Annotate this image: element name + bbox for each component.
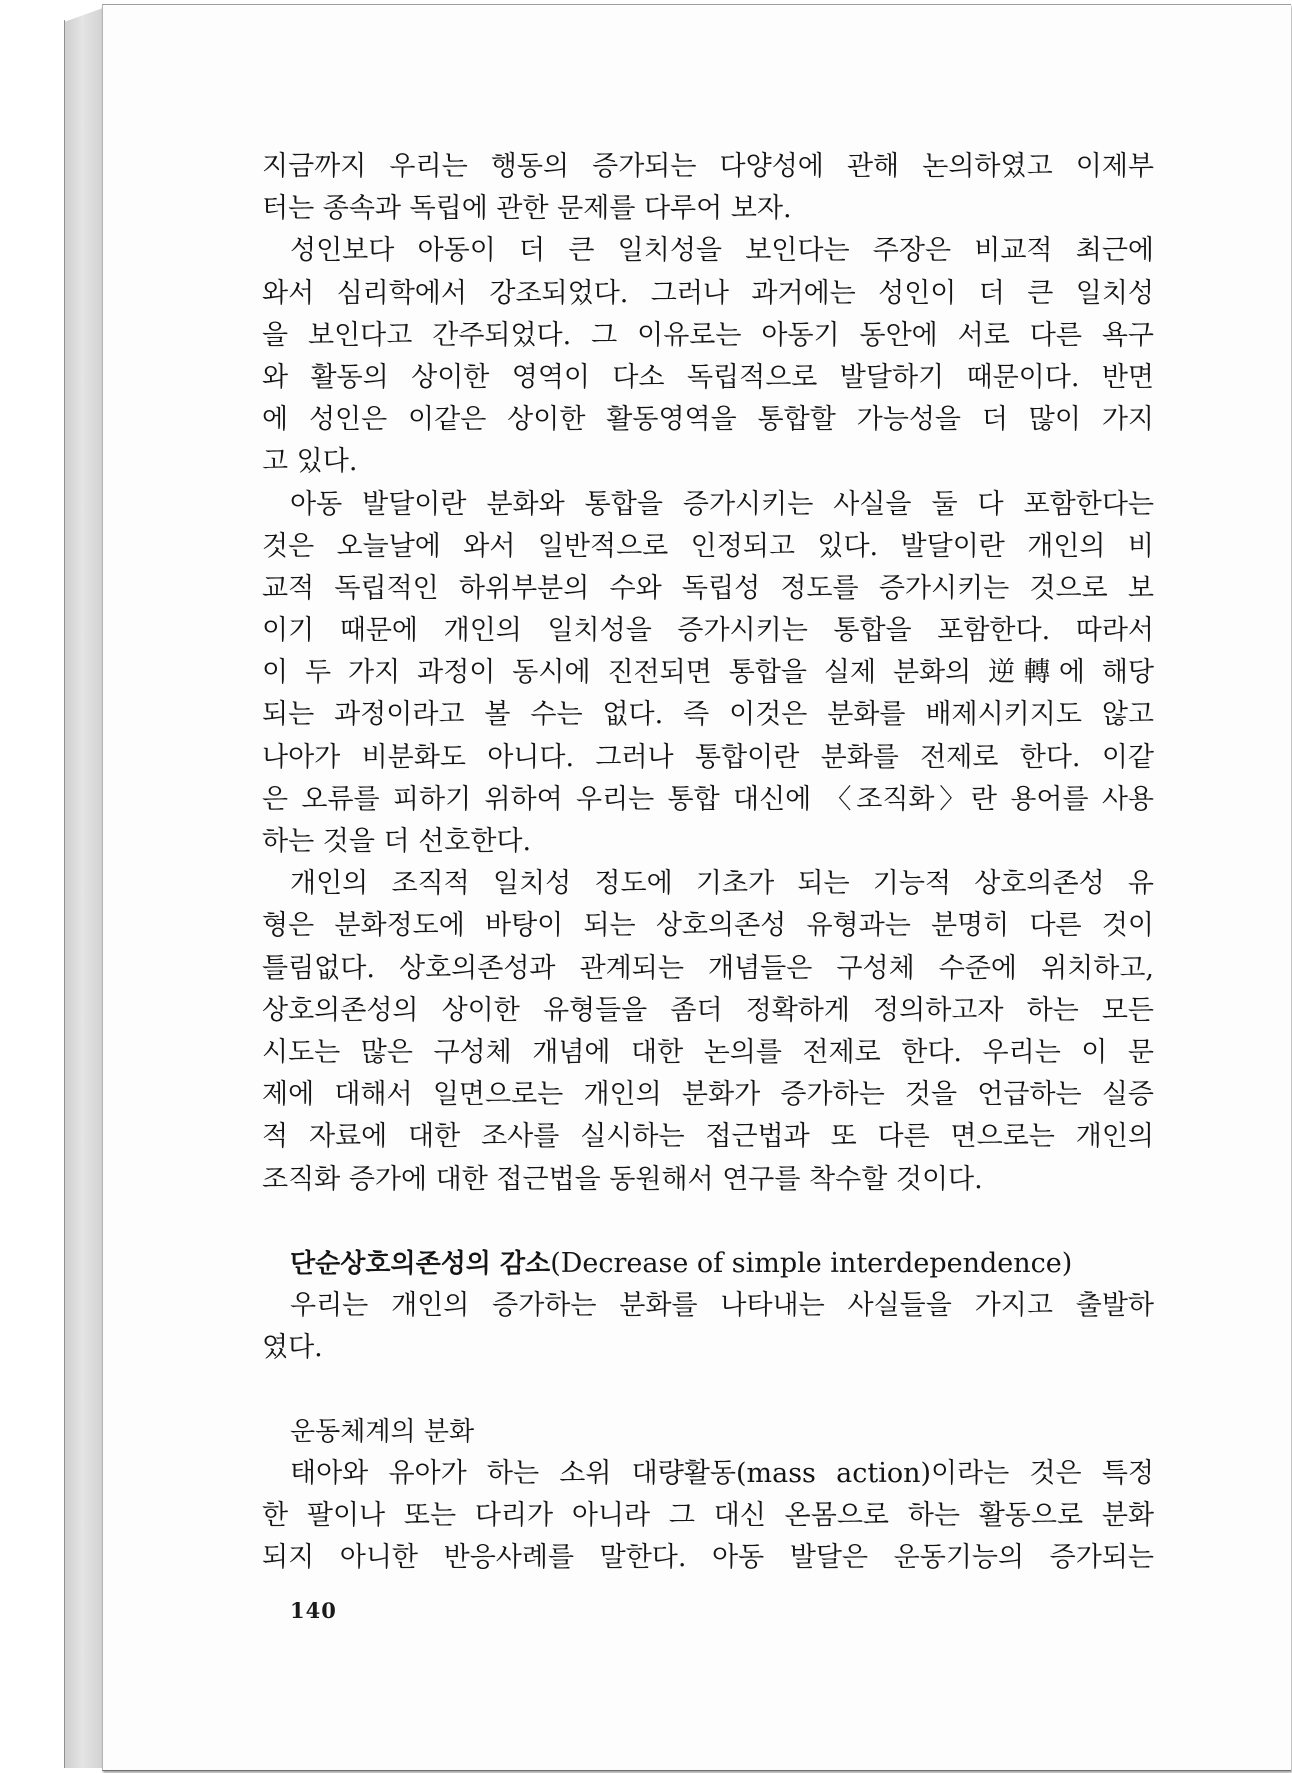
text-line: 였다. [262, 1331, 323, 1363]
section-heading [262, 1243, 1154, 1285]
text-line: 나아가 비분화도 아니다. 그러나 통합이란 분화를 전제로 한다. 이같 [262, 741, 1154, 773]
text-line: 지금까지 우리는 행동의 증가되는 다양성에 관해 논의하였고 이제부 [262, 151, 1154, 182]
text-line: 적 자료에 대한 조사를 실시하는 접근법과 또 다른 면으로는 개인의 [262, 1121, 1154, 1153]
text-line: 것은 오늘날에 와서 일반적으로 인정되고 있다. 발달이란 개인의 비 [262, 530, 1154, 562]
text-line: 에 성인은 이같은 상이한 활동영역을 통합할 가능성을 더 많이 가지 [262, 404, 1154, 436]
text-line: 되는 과정이라고 볼 수는 없다. 즉 이것은 분화를 배제시키지도 않고 [262, 699, 1154, 731]
text-line: 하는 것을 더 선호한다. [262, 826, 532, 857]
text-line: 한 팔이나 또는 다리가 아니라 그 대신 온몸으로 하는 활동으로 분화 [262, 1500, 1154, 1532]
text-line: 이 두 가지 과정이 동시에 진전되면 통합을 실제 분화의 逆轉에 해당 [262, 657, 1154, 689]
subsection-heading: 운동체계의 분화 [290, 1417, 475, 1448]
section-heading-english: (Decrease of simple interdependence) [550, 1247, 1073, 1279]
spine-edge-line [64, 20, 65, 1768]
section-gap [262, 1369, 1154, 1411]
text-line: 을 보인다고 간주되었다. 그 이유로는 아동기 동안에 서로 다른 욕구 [262, 319, 1154, 351]
book-spine [64, 8, 103, 1768]
text-line: 고 있다. [262, 446, 358, 478]
text-line: 터는 종속과 독립에 관한 문제를 다루어 보자. [262, 193, 792, 225]
text-line: 은 오류를 피하기 위하여 우리는 통합 대신에 〈조직화〉란 용어를 사용 [262, 783, 1154, 815]
text-line: 와서 심리학에서 강조되었다. 그러나 과거에는 성인이 더 큰 일치성 [262, 277, 1154, 309]
section-gap [262, 1201, 1154, 1243]
text-line: 성인보다 아동이 더 큰 일치성을 보인다는 주장은 비교적 최근에 [290, 235, 1154, 267]
text-line: 형은 분화정도에 바탕이 되는 상호의존성 유형과는 분명히 다른 것이 [262, 910, 1154, 942]
text-line: 아동 발달이란 분화와 통합을 증가시키는 사실을 둘 다 포함한다는 [290, 488, 1154, 520]
text-line: 시도는 많은 구성체 개념에 대한 논의를 전제로 한다. 우리는 이 문 [262, 1036, 1154, 1068]
text-line: 제에 대해서 일면으로는 개인의 분화가 증가하는 것을 언급하는 실증 [262, 1079, 1154, 1111]
text-line: 조직화 증가에 대한 접근법을 동원해서 연구를 착수할 것이다. [262, 1163, 983, 1195]
text-line: 이기 때문에 개인의 일치성을 증가시키는 통합을 포함한다. 따라서 [262, 615, 1154, 647]
text-line: 상호의존성의 상이한 유형들을 좀더 정확하게 정의하고자 하는 모든 [262, 994, 1154, 1026]
text-line: 태아와 유아가 하는 소위 대량활동(mass action)이라는 것은 특정 [290, 1458, 1154, 1490]
page-number: 140 [290, 1598, 337, 1623]
text-line: 와 활동의 상이한 영역이 다소 독립적으로 발달하기 때문이다. 반면 [262, 361, 1154, 393]
text-line: 개인의 조직적 일치성 정도에 기초가 되는 기능적 상호의존성 유 [290, 868, 1154, 900]
text-line: 틀림없다. 상호의존성과 관계되는 개념들은 구성체 수준에 위치하고, [262, 952, 1154, 984]
section-heading-korean: 단순상호의존성의 감소 [290, 1248, 551, 1279]
text-line: 되지 아니한 반응사례를 말한다. 아동 발달은 운동기능의 증가되는 [262, 1542, 1154, 1574]
page-text-block [262, 146, 1154, 1580]
text-line: 우리는 개인의 증가하는 분화를 나타내는 사실들을 가지고 출발하 [290, 1289, 1154, 1321]
text-line: 교적 독립적인 하위부분의 수와 독립성 정도를 증가시키는 것으로 보 [262, 572, 1154, 604]
